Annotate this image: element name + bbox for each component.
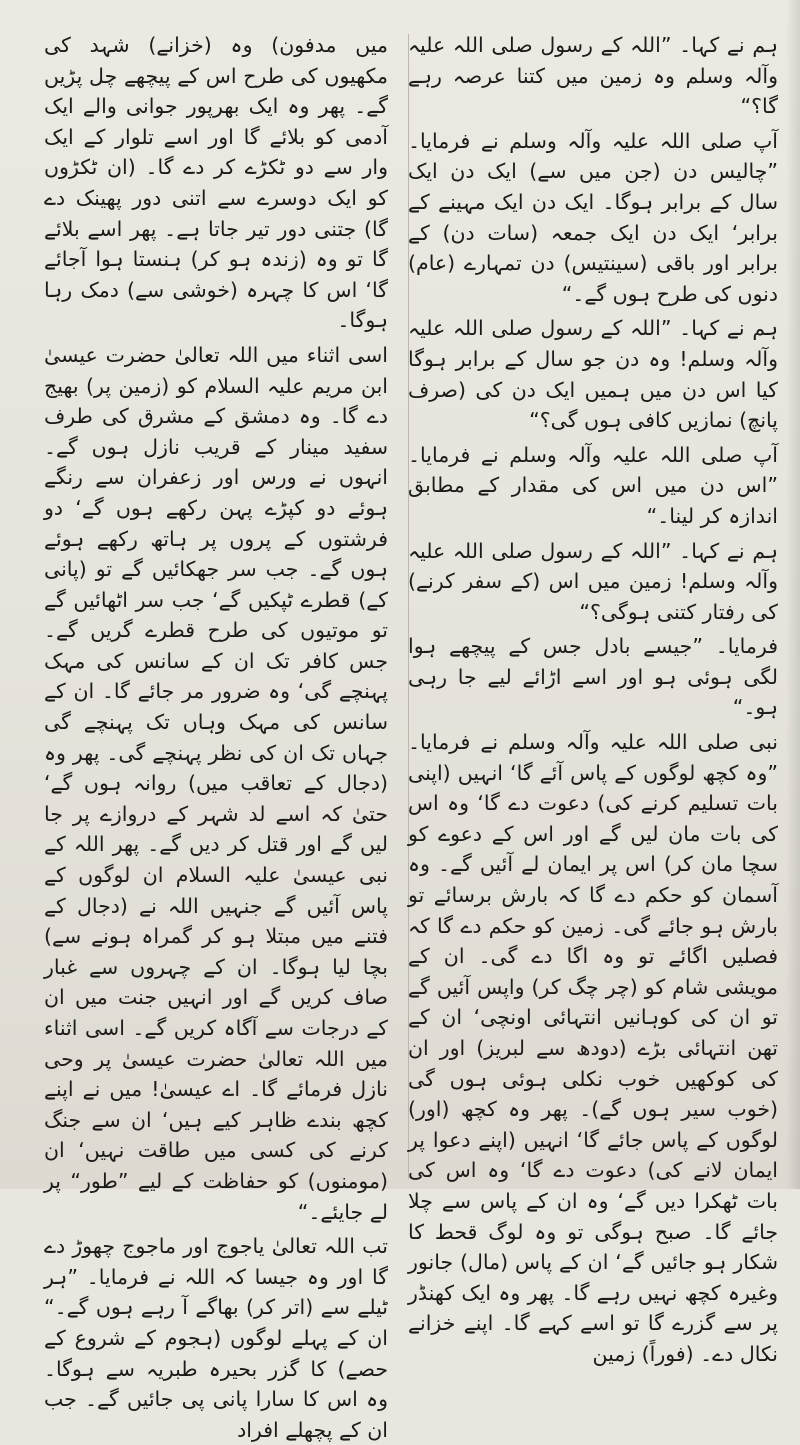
paragraph: میں مدفون) وہ (خزانے) شہد کی مکھیوں کی طرح اس کے پیچھے چل پڑیں گے۔ پھر وہ ایک بھرپور جوانی والے ایک آدمی کو بلائے گا اور اسے تلوار کے ایک وار سے دو ٹکڑے کر دے گا۔ (ان ٹکڑوں کو ایک دوسرے سے اتنی دور پھینک دے گا) جتنی دور تیر جاتا ہے۔ پھر اسے بلائے گا تو وہ (زندہ ہو کر) ہنستا ہوا آجائے گا‘ اس کا چہرہ (خوشی سے) دمک رہا ہوگا۔ <box>44 33 388 333</box>
paragraph: آپ صلی اللہ علیہ وآلہ وسلم نے فرمایا۔ ”اس دن میں اس کی مقدار کے مطابق اندازہ کر لینا۔“ <box>408 442 778 528</box>
paragraph: ہم نے کہا۔ ”اللہ کے رسول صلی اللہ علیہ وآلہ وسلم وہ زمین میں کتنا عرصہ رہے گا؟“ <box>408 33 778 119</box>
paragraph: ہم نے کہا۔ ”اللہ کے رسول صلی اللہ علیہ وآلہ وسلم! وہ دن جو سال کے برابر ہوگا کیا اس دن میں ہمیں ایک دن کی (صرف پانچ) نمازیں کافی ہوں گی؟“ <box>408 316 778 433</box>
left-column <box>44 30 388 1442</box>
paragraph: آپ صلی اللہ علیہ وآلہ وسلم نے فرمایا۔ ”چالیس دن (جن میں سے) ایک دن ایک سال کے برابر ہوگا۔ ایک دن ایک مہینے کے برابر‘ ایک دن ایک جمعہ (سات دن) کے برابر اور باقی (سینتیس) دن تمہارے (عام) دنوں کی طرح ہوں گے۔“ <box>408 128 778 306</box>
paragraph: فرمایا۔ ”جیسے بادل جس کے پیچھے ہوا لگی ہوئی ہو اور اسے اڑائے لیے جا رہی ہو۔“ <box>408 634 778 720</box>
right-column <box>408 30 778 1366</box>
paragraph: نبی صلی اللہ علیہ وآلہ وسلم نے فرمایا۔ ”وہ کچھ لوگوں کے پاس آئے گا‘ انہیں (اپنی بات تسلیم کرنے کی) دعوت دے گا‘ وہ اس کی بات مان لیں گے اور اس کے دعوے کو سچا مان کر) اس پر ایمان لے آئیں گے۔ وہ آسمان کو حکم دے گا کہ بارش برسائے تو بارش ہو جائے گی۔ زمین کو حکم دے گا کہ فصلیں اگائے تو وہ اگا دے گی۔ ان کے مویشی شام کو (چر چگ کر) واپس آئیں گے تو ان کی کوہانیں انتہائی اونچی‘ ان کے تھن انتہائی بڑے (دودھ سے لبریز) اور ان کی کوکھیں خوب نکلی ہوئی ہوں گی (خوب سیر ہوں گے)۔ پھر وہ کچھ (اور) لوگوں کے پاس جائے گا‘ انہیں (اپنے دعوا پر ایمان لانے کی) دعوت دے گا‘ وہ اس کی بات ٹھکرا دیں گے‘ وہ ان کے پاس سے چلا جائے گا۔ صبح ہوگی تو وہ لوگ قحط کا شکار ہو جائیں گے‘ ان کے پاس (مال) جانور وغیرہ کچھ نہیں رہے گا۔ پھر وہ ایک کھنڈر پر سے گزرے گا تو اسے کہے گا۔ اپنے خزانے نکال دے۔ (فوراً) زمین <box>408 730 778 1366</box>
paragraph: تب اللہ تعالیٰ یاجوج اور ماجوج چھوڑ دے گا اور وہ جیسا کہ اللہ نے فرمایا۔ ”ہر ٹیلے سے (اتر کر) بھاگے آ رہے ہوں گے۔“ ان کے پہلے لوگوں (ہجوم کے شروع کے حصے) کا گزر بحیرہ طبریہ سے ہوگا۔ وہ اس کا سارا پانی پی جائیں گے۔ جب ان کے پچھلے افراد <box>44 1234 388 1442</box>
page-edge-shadow <box>786 0 800 1189</box>
paragraph: ہم نے کہا۔ ”اللہ کے رسول صلی اللہ علیہ وآلہ وسلم! زمین میں اس (کے سفر کرنے) کی رفتار کتنی ہوگی؟“ <box>408 538 778 624</box>
paragraph: اسی اثناء میں اللہ تعالیٰ حضرت عیسیٰ ابن مریم علیہ السلام کو (زمین پر) بھیج دے گا۔ وہ دمشق کے مشرق کی طرف سفید مینار کے قریب نازل ہوں گے۔ انہوں نے ورس اور زعفران سے رنگے ہوئے دو کپڑے پہن رکھے ہوں گے‘ دو فرشتوں کے پروں پر ہاتھ رکھے ہوئے ہوں گے۔ جب سر جھکائیں گے تو (پانی کے) قطرے ٹپکیں گے‘ جب سر اٹھائیں گے تو موتیوں کی طرح قطرے گریں گے۔ جس کافر تک ان کے سانس کی مہک پہنچے گی‘ وہ ضرور مر جائے گا۔ ان کے سانس کی مہک وہاں تک پہنچے گی جہاں تک ان کی نظر پہنچے گی۔ پھر وہ (دجال کے تعاقب میں) روانہ ہوں گے‘ حتیٰ کہ اسے لد شہر کے دروازے پر جا لیں گے اور قتل کر دیں گے۔ پھر اللہ کے نبی عیسیٰ علیہ السلام ان لوگوں کے پاس آئیں گے جنہیں اللہ نے (دجال کے فتنے میں مبتلا ہو کر گمراہ ہونے سے) بچا لیا ہوگا۔ ان کے چہروں سے غبار صاف کریں گے اور انہیں جنت میں ان کے درجات سے آگاہ کریں گے۔ اسی اثناء میں اللہ تعالیٰ حضرت عیسیٰ پر وحی نازل فرمائے گا۔ اے عیسیٰ! میں نے اپنے کچھ بندے ظاہر کیے ہیں‘ ان سے جنگ کرنے کی کسی میں طاقت نہیں‘ ان (مومنوں) کو حفاظت کے لیے ”طور“ پر لے جایئے۔“ <box>44 342 388 1224</box>
